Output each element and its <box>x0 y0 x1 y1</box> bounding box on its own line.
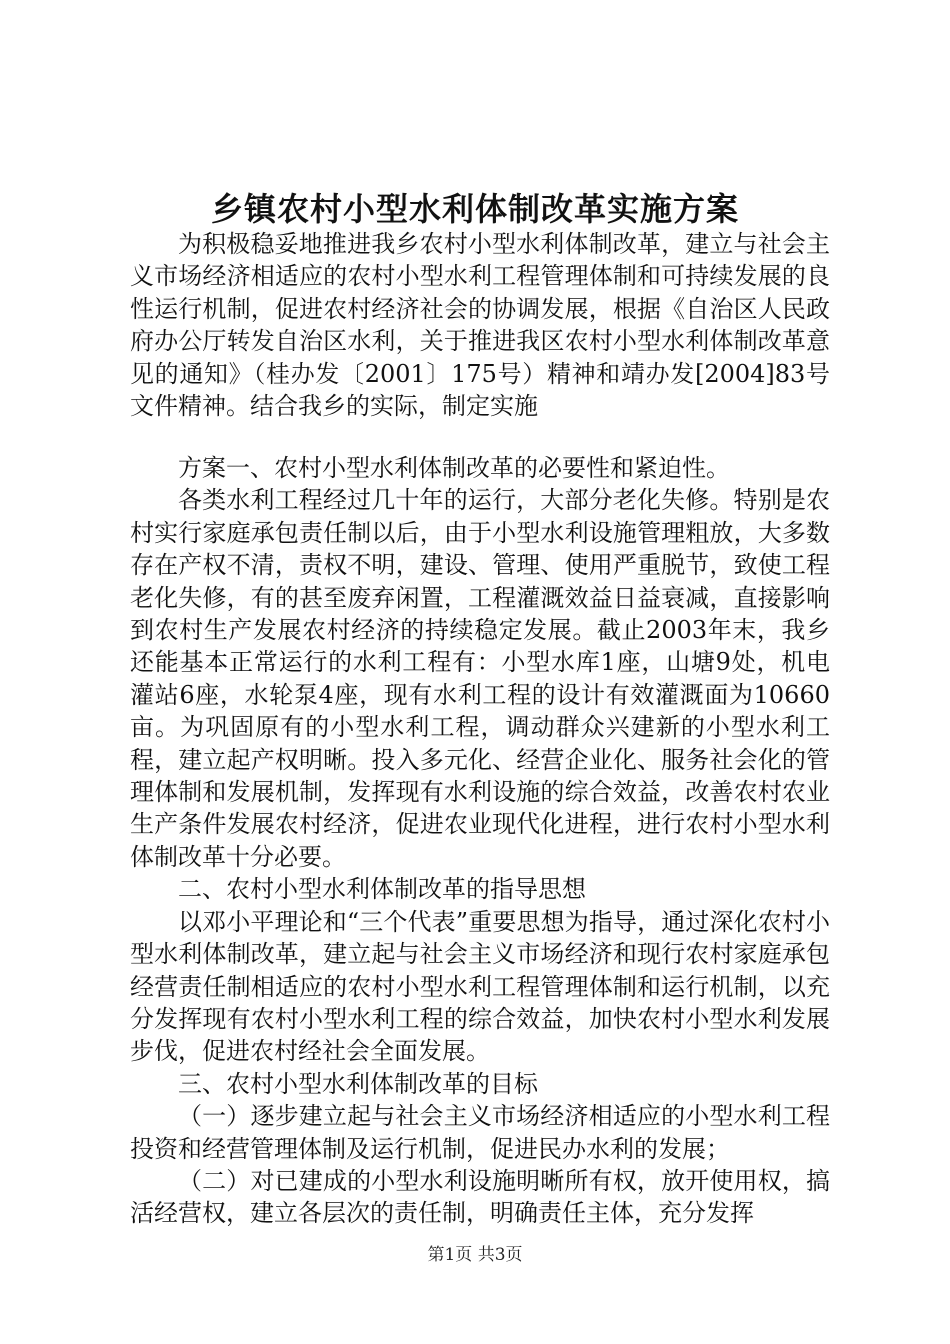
section-1-paragraph: 各类水利工程经过几十年的运行，大部分老化失修。特别是农村实行家庭承包责任制以后，由于小型水利设施管理粗放，大多数存在产权不清，责权不明，建设、管理、使用严重脱节，致使工程老化失修，有的甚至废弃闲置，工程灌溉效益日益衰减，直接影响到农村生产发展农村经济的持续稳定发展。截止2003年末，我乡还能基本正常运行的水利工程有：小型水库1座，山塘9处，机电灌站6座，水轮泵4座，现有水利工程的设计有效灌溉面为10660亩。为巩固原有的小型水利工程，调动群众兴建新的小型水利工程，建立起产权明晰。投入多元化、经营企业化、服务社会化的管理体制和发展机制，发挥现有水利设施的综合效益，改善农村农业生产条件发展农村经济，促进农业现代化进程，进行农村小型水利体制改革十分必要。 <box>130 486 830 871</box>
page-footer: 第1页 共3页 <box>427 1245 523 1265</box>
intro-paragraph: 为积极稳妥地推进我乡农村小型水利体制改革，建立与社会主义市场经济相适应的农村小型水利工程管理体制和可持续发展的良性运行机制，促进农村经济社会的协调发展，根据《自治区人民政府办公厅转发自治区水利，关于推进我区农村小型水利体制改革意见的通知》（桂办发〔2001〕175号）精神和靖办发[2004]83号文件精神。结合我乡的实际，制定实施 <box>130 230 830 421</box>
section-1-heading: 方案一、农村小型水利体制改革的必要性和紧迫性。 <box>178 454 730 482</box>
document-title: 乡镇农村小型水利体制改革实施方案 <box>210 190 739 228</box>
section-2-paragraph: 以邓小平理论和“三个代表”重要思想为指导，通过深化农村小型水利体制改革，建立起与社会主义市场经济和现行农村家庭承包经营责任制相适应的农村小型水利工程管理体制和运行机制，以充分发挥现有农村小型水利工程的综合效益，加快农村小型水利发展步伐，促进农村经社会全面发展。 <box>130 907 830 1066</box>
section-2-heading: 二、农村小型水利体制改革的指导思想 <box>178 875 586 904</box>
section-3-item-2: （二）对已建成的小型水利设施明晰所有权，放开使用权，搞活经营权，建立各层次的责任制，明确责任主体，充分发挥 <box>130 1166 830 1228</box>
main-body <box>130 452 830 1230</box>
intro-block <box>130 228 830 422</box>
section-3-heading: 三、农村小型水利体制改革的目标 <box>178 1069 538 1098</box>
section-3-item-1: （一）逐步建立起与社会主义市场经济相适应的小型水利工程投资和经营管理体制及运行机制，促进民办水利的发展； <box>130 1102 830 1163</box>
